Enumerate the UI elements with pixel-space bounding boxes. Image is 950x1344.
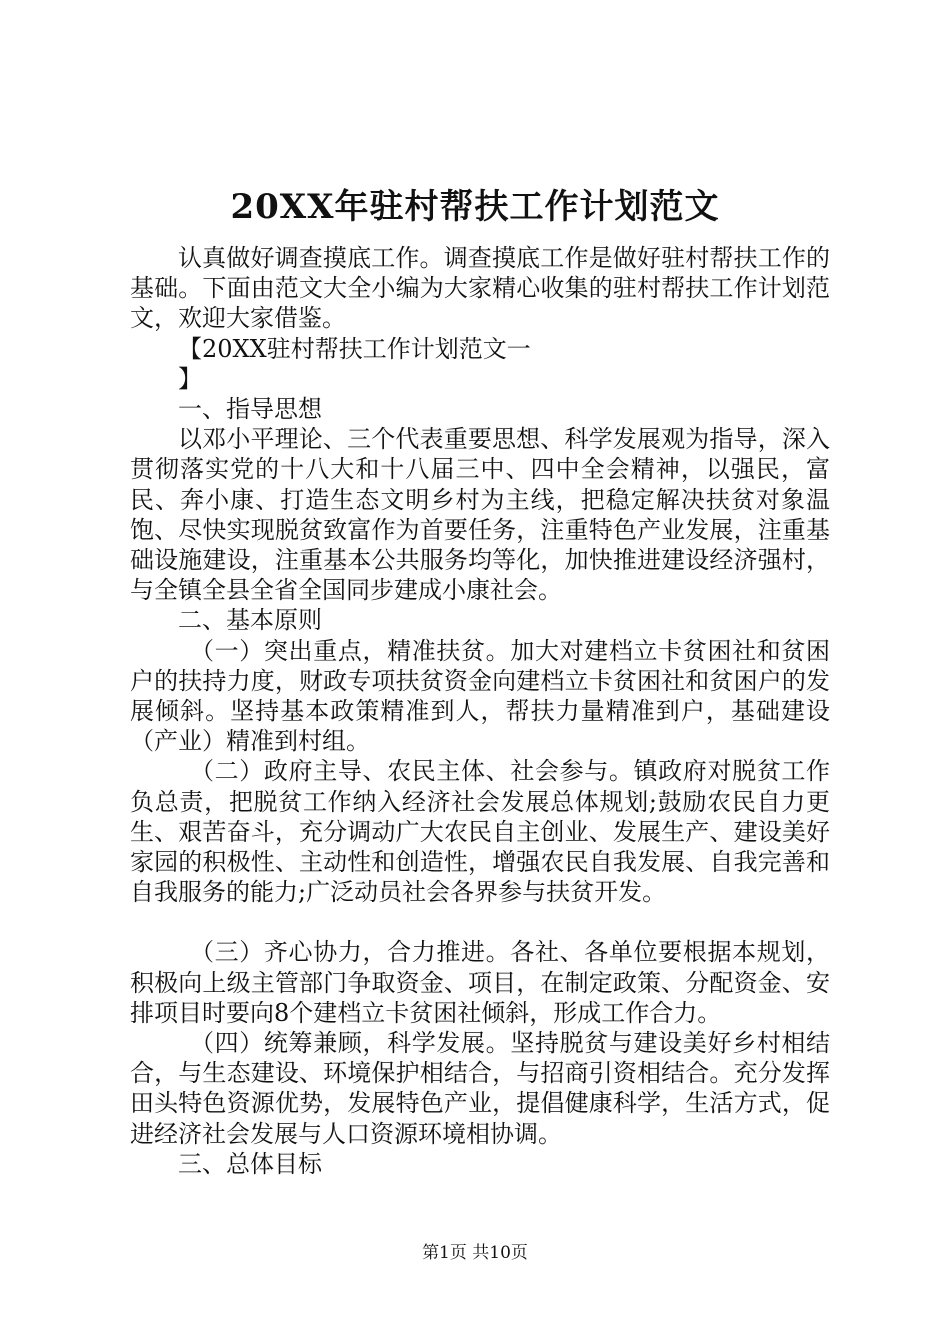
principle-three-paragraph: （三）齐心协力，合力推进。各社、各单位要根据本规划，积极向上级主管部门争取资金、项目，在制定政策、分配资金、安排项目时要向8个建档立卡贫困社倾斜，形成工作合力。	[130, 938, 830, 1027]
document-title: 20XX年驻村帮扶工作计划范文	[230, 187, 720, 227]
document-body	[130, 243, 830, 1179]
section-heading-guiding-thought: 一、指导思想	[178, 395, 322, 424]
intro-paragraph: 认真做好调查摸底工作。调查摸底工作是做好驻村帮扶工作的基础。下面由范文大全小编为大家精心收集的驻村帮扶工作计划范文，欢迎大家借鉴。	[130, 244, 830, 333]
paragraph-gap	[130, 907, 830, 937]
principle-one-paragraph: （一）突出重点，精准扶贫。加大对建档立卡贫困社和贫困户的扶持力度，财政专项扶贫资金向建档立卡贫困社和贫困户的发展倾斜。坚持基本政策精准到人，帮扶力量精准到户，基础建设（产业）精准到村组。	[130, 636, 830, 756]
section-heading-sample-one: 【20XX驻村帮扶工作计划范文一	[178, 334, 531, 363]
principle-four-paragraph: （四）统筹兼顾，科学发展。坚持脱贫与建设美好乡村相结合，与生态建设、环境保护相结合，与招商引资相结合。充分发挥田头特色资源优势，发展特色产业，提倡健康科学，生活方式，促进经济社会发展与人口资源环境相协调。	[130, 1029, 830, 1148]
page-number-footer: 第1页 共10页	[422, 1243, 528, 1263]
section-heading-sample-one-close: 】	[178, 364, 202, 393]
section-heading-overall-goal: 三、总体目标	[178, 1149, 322, 1178]
section-heading-basic-principles: 二、基本原则	[178, 606, 322, 635]
guiding-thought-paragraph: 以邓小平理论、三个代表重要思想、科学发展观为指导，深入贯彻落实党的十八大和十八届三中、四中全会精神，以强民，富民、奔小康、打造生态文明乡村为主线，把稳定解决扶贫对象温饱、尽快实现脱贫致富作为首要任务，注重特色产业发展，注重基础设施建设，注重基本公共服务均等化，加快推进建设经济强村，与全镇全县全省全国同步建成小康社会。	[130, 425, 830, 605]
principle-two-paragraph: （二）政府主导、农民主体、社会参与。镇政府对脱贫工作负总责，把脱贫工作纳入经济社会发展总体规划;鼓励农民自力更生、艰苦奋斗，充分调动广大农民自主创业、发展生产、建设美好家园的积极性、主动性和创造性，增强农民自我发展、自我完善和自我服务的能力;广泛动员社会各界参与扶贫开发。	[130, 757, 830, 907]
